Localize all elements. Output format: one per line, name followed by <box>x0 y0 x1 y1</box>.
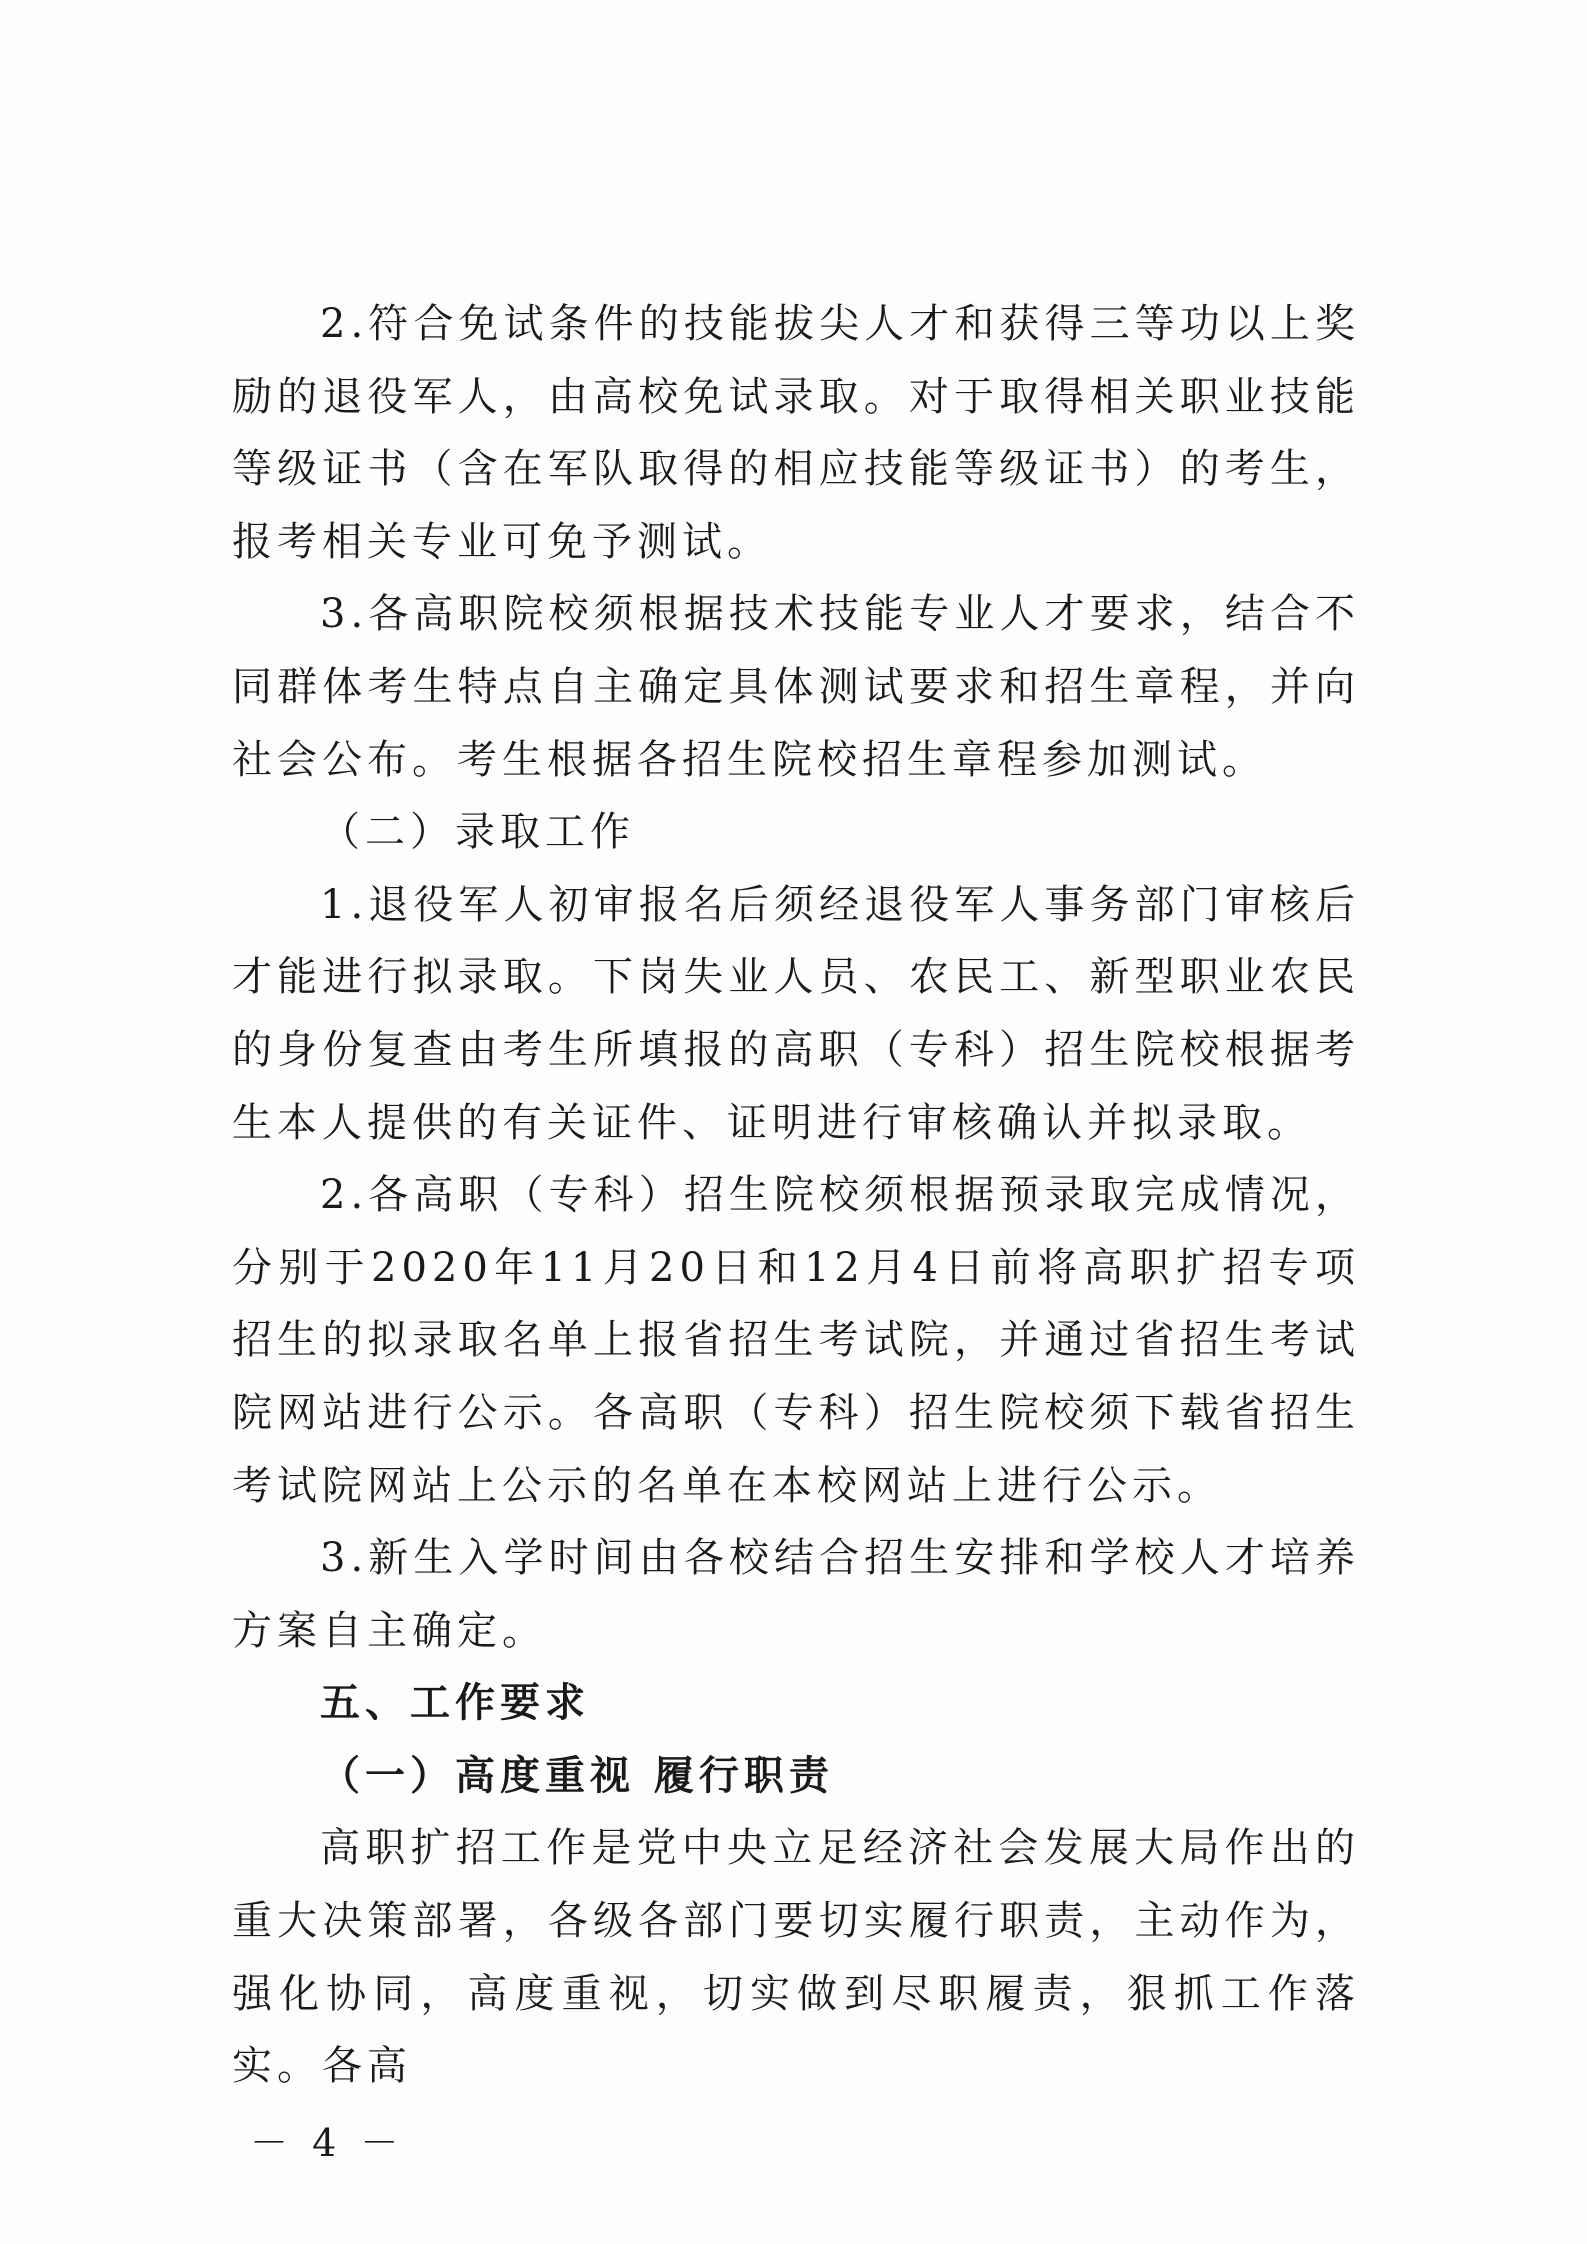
paragraph-testing-requirements: 3.各高职院校须根据技术技能专业人才要求，结合不同群体考生特点自主确定具体测试要求和招生章程，并向社会公布。考生根据各招生院校招生章程参加测试。 <box>232 591 1360 783</box>
paragraph-admission-publicity: 2.各高职（专科）招生院校须根据预录取完成情况，分别于2020年11月20日和12月4日前将高职扩招专项招生的拟录取名单上报省招生考试院，并通过省招生考试院网站进行公示。各高职（专科）招生院校须下载省招生考试院网站上公示的名单在本校网站上进行公示。 <box>232 1172 1360 1509</box>
document-body <box>232 288 1360 2103</box>
paragraph-admission-review: 1.退役军人初审报名后须经退役军人事务部门审核后才能进行拟录取。下岗失业人员、农民工、新型职业农民的身份复查由考生所填报的高职（专科）招生院校根据考生本人提供的有关证件、证明进行审核确认并拟录取。 <box>232 881 1360 1146</box>
page-number: － 4 － <box>250 2121 405 2165</box>
paragraph-enrollment-time: 3.新生入学时间由各校结合招生安排和学校人才培养方案自主确定。 <box>232 1535 1360 1654</box>
paragraph-expansion-work: 高职扩招工作是党中央立足经济社会发展大局作出的重大决策部署，各级各部门要切实履行职责，主动作为，强化协同，高度重视，切实做到尽职履责，狠抓工作落实。各高 <box>232 1825 1360 2090</box>
subsection-heading-attention: （一）高度重视 履行职责 <box>320 1751 834 1799</box>
section-heading-work-requirements: 五、工作要求 <box>320 1679 590 1727</box>
section-heading-admission: （二）录取工作 <box>320 809 635 856</box>
paragraph-exemption: 2.符合免试条件的技能拔尖人才和获得三等功以上奖励的退役军人，由高校免试录取。对于取得相关职业技能等级证书（含在军队取得的相应技能等级证书）的考生，报考相关专业可免予测试。 <box>232 301 1360 565</box>
